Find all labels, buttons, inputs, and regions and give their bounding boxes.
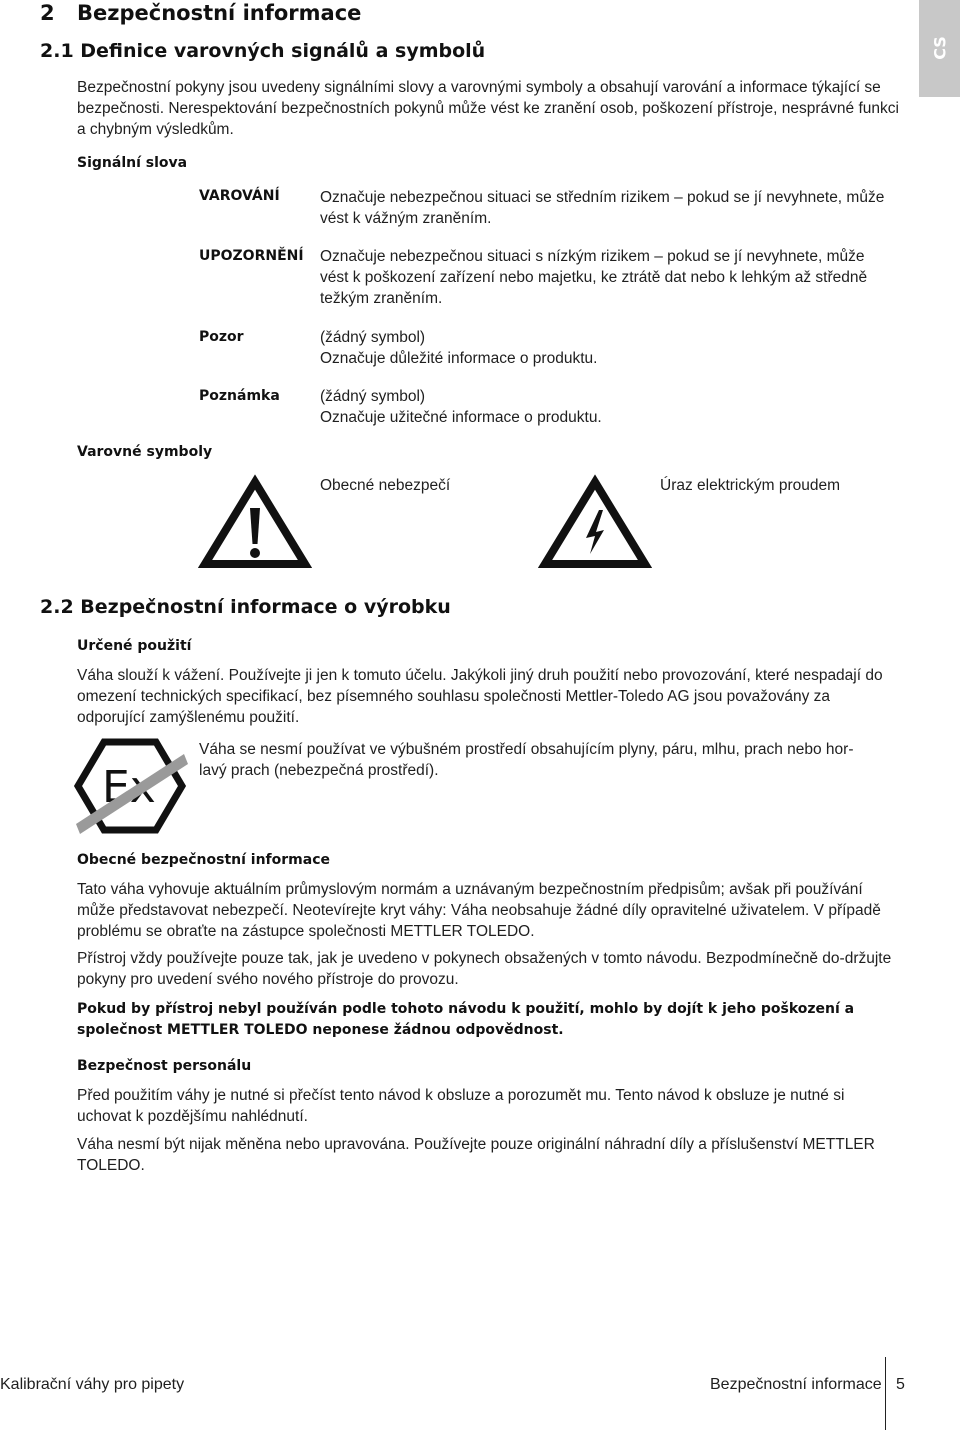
section-number: 2	[40, 1, 55, 25]
language-tab	[919, 0, 960, 97]
footer-document-title: Kalibrační váhy pro pipety	[0, 1376, 185, 1393]
warning-symbols-heading: Varovné symboly	[77, 444, 213, 460]
signal-text-caution: Označuje nebezpečnou situaci s nízkým rizikem – pokud se jí nevyhnete, může vést k poškození zařízení nebo majetku, ke ztrátě dat nebo k lehkým až středně težkým zraněním.	[320, 248, 868, 307]
ex-icon-text: Ex	[102, 762, 156, 813]
page-number: 5	[896, 1376, 905, 1393]
signal-word-warning: VAROVÁNÍ	[199, 188, 280, 204]
intended-use-text: Váha slouží k vážení. Používejte ji jen k tomuto účelu. Jakýkoli jiný druh použití nebo provozování, které nespadají do omezení technických specifikací, bez písemného souhlasu společnosti Mettler-Toledo AG jsou považovány za odporující zamýšlenému použití.	[77, 667, 883, 726]
electric-shock-icon	[538, 474, 652, 570]
intended-use-heading: Určené použití	[77, 638, 192, 654]
signal-word-caution: UPOZORNĚNÍ	[199, 248, 304, 264]
section-2-2-heading: 2.2 Bezpečnostní informace o výrobku	[40, 596, 451, 618]
signal-text-warning: Označuje nebezpečnou situaci se středním rizikem – pokud se jí nevyhnete, může vést k vážným zraněním.	[320, 189, 885, 227]
general-danger-icon	[198, 474, 312, 570]
personnel-safety-heading: Bezpečnost personálu	[77, 1058, 252, 1074]
general-safety-p1: Tato váha vyhovuje aktuálním průmyslovým normám a uznávaným bezpečnostním předpisům; avšak při používání může představovat nebezpečí. Neotevírejte kryt váhy: Váha neobsahuje žádné díly opravitelné uživatelem. V případě problému se obraťte na zástupce společnosti METTLER TOLEDO.	[77, 881, 881, 940]
footer-divider	[885, 1357, 886, 1430]
signal-text-note: (žádný symbol) Označuje užitečné informace o produktu.	[320, 388, 602, 426]
signal-text-attention: (žádný symbol) Označuje důležité informace o produktu.	[320, 329, 598, 367]
explosion-hazard-icon	[72, 738, 188, 834]
general-safety-p2: Přístroj vždy používejte pouze tak, jak je uvedeno v pokynech obsažených v tomto návodu. Bezpodmínečně do-držujte pokyny pro uvedení svého nového přístroje do provozu.	[77, 950, 892, 988]
personnel-safety-p2: Váha nesmí být nijak měněna nebo upravována. Používejte pouze originální náhradní díly a příslušenství METTLER TOLEDO.	[77, 1136, 875, 1174]
signal-word-note: Poznámka	[199, 388, 280, 404]
electric-shock-label: Úraz elektrickým proudem	[660, 477, 841, 494]
section-2-1-heading: 2.1 Definice varovných signálů a symbolů	[40, 40, 486, 62]
section-2-1-intro: Bezpečnostní pokyny jsou uvedeny signálními slovy a varovnými symboly a obsahují varování a informace týkající se bezpečnosti. Nerespektování bezpečnostních pokynů může vést ke zranění osob, poškození přístroje, nesprávné funkci a chybným výsledkům.	[77, 79, 899, 138]
general-danger-label: Obecné nebezpečí	[320, 477, 451, 494]
signal-word-attention: Pozor	[199, 329, 244, 345]
language-tab-label: CS	[930, 36, 949, 60]
general-safety-p3: Pokud by přístroj nebyl používán podle tohoto návodu k použití, mohlo by dojít k jeho poškození a společnost METTLER TOLEDO neponese žádnou odpovědnost.	[77, 1001, 855, 1038]
signal-words-heading: Signální slova	[77, 155, 188, 171]
general-safety-heading: Obecné bezpečnostní informace	[77, 852, 330, 868]
ex-warning-text: Váha se nesmí používat ve výbušném prostředí obsahujícím plyny, páru, mlhu, prach nebo hor-lavý prach (nebezpečná prostředí).	[199, 741, 854, 779]
personnel-safety-p1: Před použitím váhy je nutné si přečíst tento návod k obsluze a porozumět mu. Tento návod k obsluze je nutné si uchovat k pozdějšímu nahlédnutí.	[77, 1087, 845, 1125]
page-title: Bezpečnostní informace	[77, 1, 362, 25]
footer-section-name: Bezpečnostní informace	[710, 1376, 882, 1393]
